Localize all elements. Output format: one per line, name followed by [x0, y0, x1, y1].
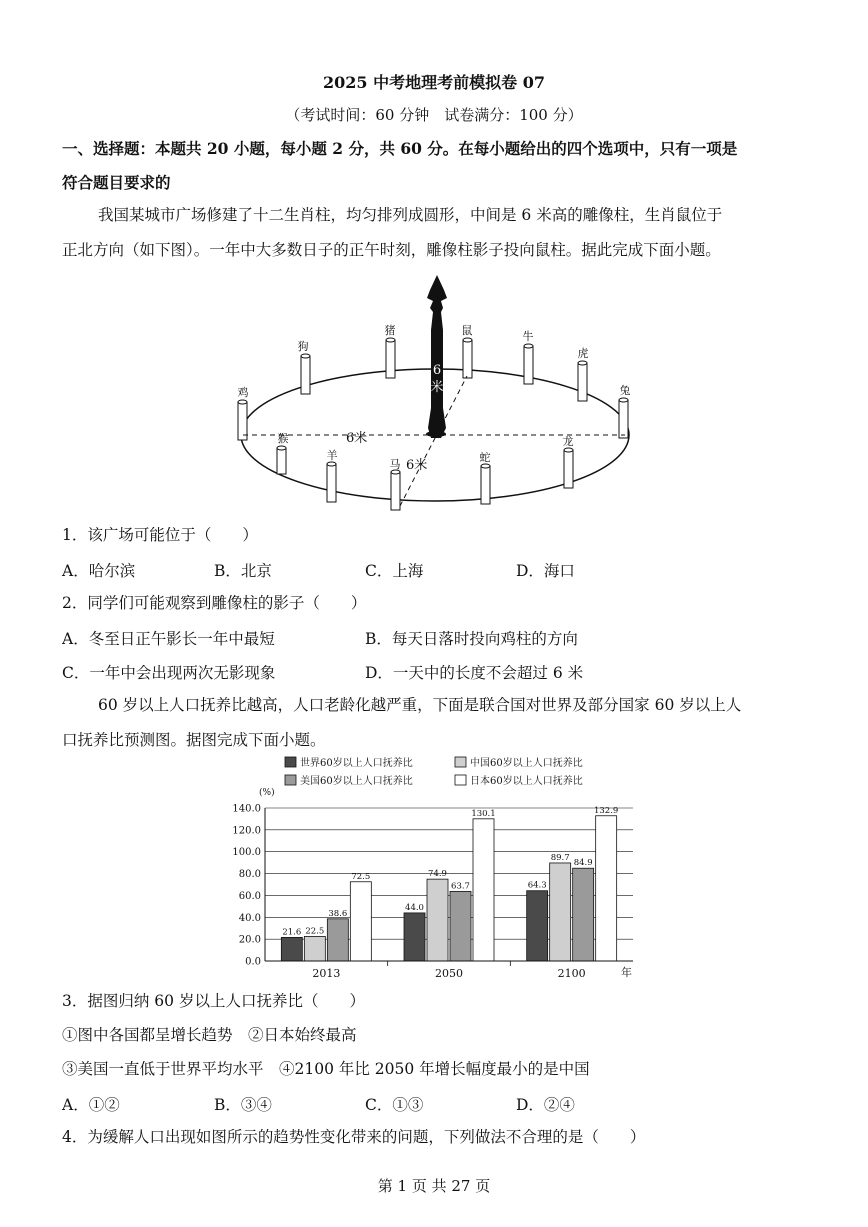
statue-height-label-a: 6 — [432, 363, 442, 378]
chart-bars — [281, 806, 618, 961]
pillar-rabbit — [619, 398, 628, 438]
pillar-ox — [524, 344, 533, 384]
label-rat: 鼠 — [461, 324, 473, 337]
y-tick-label-7: 140.0 — [232, 803, 261, 815]
legend-swatch-0 — [285, 757, 296, 767]
bar-value-label-3-2: 132.9 — [593, 805, 619, 816]
label-dog: 狗 — [297, 340, 309, 353]
passage2-line2: 口抚养比预测图。据图完成下面小题。 — [62, 731, 326, 749]
q2-option-b: B．每天日落时投向鸡柱的方向 — [365, 630, 578, 648]
section-heading-line1: 一、选择题：本题共 20 小题，每小题 2 分，共 60 分。在每小题给出的四个选项中，只有一项是 — [62, 139, 738, 158]
bar-value-label-3-0: 72.5 — [351, 871, 371, 882]
q3-option-a: A．①② — [62, 1096, 120, 1114]
q2-stem: 2．同学们可能观察到雕像柱的影子（ ） — [62, 594, 367, 612]
bar-1-0 — [304, 936, 325, 961]
pillar-rat — [463, 338, 472, 378]
bar-value-label-0-0: 21.6 — [282, 927, 302, 938]
label-monkey: 猴 — [277, 432, 289, 445]
legend-swatch-3 — [455, 775, 466, 785]
bar-value-label-2-1: 63.7 — [451, 881, 470, 892]
bar-value-label-2-0: 38.6 — [328, 908, 348, 919]
bar-1-1 — [427, 879, 448, 961]
label-dragon: 龙 — [562, 435, 574, 448]
dependency-ratio-chart — [225, 753, 645, 983]
passage1-line1: 我国某城市广场修建了十二生肖柱，均匀排列成圆形，中间是 6 米高的雕像柱，生肖鼠位于 — [98, 206, 723, 224]
zodiac-plaza-figure — [225, 268, 645, 518]
pillar-goat — [327, 462, 336, 502]
statue-column — [427, 275, 447, 438]
label-snake: 蛇 — [479, 451, 491, 464]
y-tick-label-4: 80.0 — [238, 869, 261, 881]
page-title: 2025 中考地理考前模拟卷 07 — [323, 73, 545, 92]
q1-option-b: B．北京 — [214, 562, 272, 580]
legend-label-3: 日本60岁以上人口抚养比 — [470, 776, 583, 787]
y-tick-label-0: 0.0 — [245, 956, 261, 968]
label-goat: 羊 — [326, 449, 338, 462]
label-rabbit: 兔 — [619, 384, 631, 397]
bar-1-2 — [550, 863, 571, 961]
bar-0-1 — [404, 913, 425, 961]
passage1-line2: 正北方向（如下图）。一年中大多数日子的正午时刻，雕像柱影子投向鼠柱。据此完成下面小题。 — [62, 241, 721, 259]
q3-option-c: C．①③ — [365, 1096, 424, 1114]
pillar-horse — [391, 470, 400, 510]
q4-stem: 4．为缓解人口出现如图所示的趋势性变化带来的问题，下列做法不合理的是（ ） — [62, 1128, 646, 1146]
legend-swatch-2 — [285, 775, 296, 785]
y-tick-label-6: 120.0 — [232, 825, 261, 837]
bar-value-label-1-0: 22.5 — [305, 926, 325, 937]
statue-height-label-b: 米 — [430, 380, 444, 395]
q1-option-d: D．海口 — [516, 562, 575, 580]
q2-option-c: C．一年中会出现两次无影现象 — [62, 664, 276, 682]
bar-value-label-1-2: 89.7 — [550, 852, 570, 863]
x-tick-label-1: 2050 — [435, 967, 463, 980]
legend-label-2: 美国60岁以上人口抚养比 — [300, 776, 413, 787]
bar-value-label-3-1: 130.1 — [471, 808, 496, 819]
page-footer: 第 1 页 共 27 页 — [377, 1177, 491, 1195]
bar-3-1 — [473, 819, 494, 961]
y-unit-label: (%) — [259, 788, 275, 798]
bar-0-0 — [281, 937, 302, 961]
pillar-tiger — [578, 361, 587, 401]
pillar-monkey — [277, 446, 286, 474]
legend-swatch-1 — [455, 757, 466, 767]
chart-legend — [285, 756, 583, 787]
label-ox: 牛 — [522, 330, 534, 343]
q3-stem: 3．据图归纳 60 岁以上人口抚养比（ ） — [62, 992, 365, 1010]
label-horse: 马 — [389, 458, 401, 471]
label-rooster: 鸡 — [237, 386, 249, 399]
label-pig: 猪 — [384, 324, 396, 337]
q1-stem: 1．该广场可能位于（ ） — [62, 526, 258, 544]
q3-statements-line2: ③美国一直低于世界平均水平 ④2100 年比 2050 年增长幅度最小的是中国 — [62, 1060, 590, 1078]
bar-3-0 — [350, 882, 371, 961]
legend-label-1: 中国60岁以上人口抚养比 — [470, 758, 583, 769]
y-tick-label-5: 100.0 — [232, 847, 261, 859]
label-tiger: 虎 — [577, 347, 589, 360]
legend-label-0: 世界60岁以上人口抚养比 — [300, 758, 413, 769]
bar-3-2 — [596, 816, 617, 961]
exam-info: （考试时间：60 分钟 试卷满分：100 分） — [285, 106, 583, 124]
radius-label-left: 6米 — [346, 431, 368, 446]
y-tick-label-2: 40.0 — [238, 912, 261, 924]
y-tick-label-1: 20.0 — [238, 934, 261, 946]
bar-0-2 — [527, 891, 548, 961]
pillar-rooster — [238, 400, 247, 440]
q2-option-d: D．一天中的长度不会超过 6 米 — [365, 664, 584, 682]
bar-value-label-0-2: 64.3 — [527, 880, 547, 891]
bar-value-label-1-1: 74.9 — [428, 869, 447, 880]
bar-2-1 — [450, 891, 471, 961]
bar-value-label-2-2: 84.9 — [573, 858, 593, 869]
pillar-dragon — [564, 448, 573, 488]
q3-option-b: B．③④ — [214, 1096, 272, 1114]
passage2-line1: 60 岁以上人口抚养比越高，人口老龄化越严重，下面是联合国对世界及部分国家 60 岁以上人 — [98, 696, 742, 714]
bar-2-0 — [327, 919, 348, 961]
pillar-pig — [386, 338, 395, 378]
x-tick-label-2: 2100 — [557, 967, 586, 980]
q1-option-c: C．上海 — [365, 562, 424, 580]
pillar-dog — [301, 354, 310, 394]
q3-option-d: D．②④ — [516, 1096, 575, 1114]
bar-2-2 — [573, 868, 594, 961]
radius-label-front: 6米 — [406, 458, 428, 473]
x-unit-label: 年 — [621, 966, 632, 979]
bar-value-label-0-1: 44.0 — [405, 902, 424, 913]
pillar-snake — [481, 464, 490, 504]
q2-option-a: A．冬至日正午影长一年中最短 — [62, 630, 275, 648]
x-tick-label-0: 2013 — [312, 967, 341, 980]
q3-statements-line1: ①图中各国都呈增长趋势 ②日本始终最高 — [62, 1026, 357, 1044]
q1-option-a: A．哈尔滨 — [62, 562, 136, 580]
section-heading-line2: 符合题目要求的 — [62, 173, 171, 192]
y-tick-label-3: 60.0 — [238, 890, 261, 902]
